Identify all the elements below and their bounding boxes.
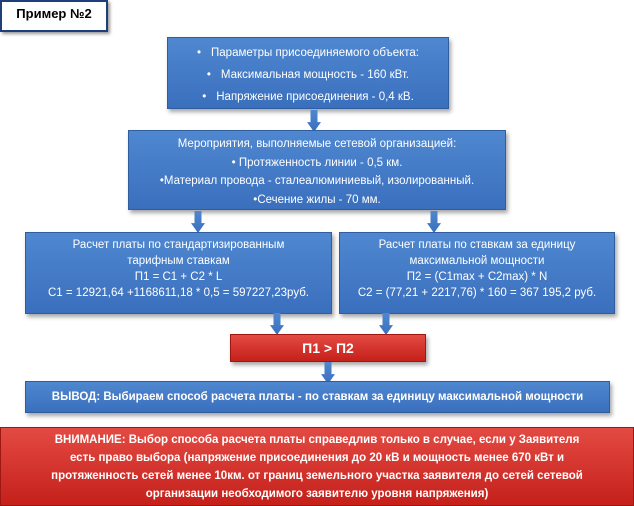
measures-heading: Мероприятия, выполняемые сетевой организацией: — [177, 138, 457, 150]
warning-line: организации необходимого заявителю уровня напряжения) — [145, 488, 489, 500]
warning-box — [0, 427, 634, 506]
params-item: • Максимальная мощность - 160 кВт. — [206, 69, 410, 81]
power-rate-calculation-box — [339, 232, 615, 314]
warning-line: ВНИМАНИЕ: Выбор способа расчета платы справедлив только в случае, если у Заявителя — [54, 434, 580, 446]
calc-power-line: Расчет платы по ставкам за единицу — [378, 239, 576, 251]
warning-line: протяженность сетей менее 10км. от границ земельного участка заявителя до сетей сетевой — [51, 470, 583, 482]
calc-standard-line: тарифным ставкам — [127, 255, 230, 267]
measures-item: •Материал провода - сталеалюминиевый, изолированный. — [159, 175, 475, 187]
calc-power-formula: П2 = (С1max + С2max) * N — [406, 271, 548, 283]
connection-parameters-box — [167, 37, 449, 109]
calc-standard-result: С1 = 12921,64 +1168611,18 * 0,5 = 597227,23руб. — [48, 287, 309, 299]
calc-power-line: максимальной мощности — [409, 255, 545, 267]
arrow-down-icon — [379, 313, 393, 335]
calc-standard-line: Расчет платы по стандартизированным — [72, 239, 285, 251]
standard-rate-calculation-box — [25, 232, 332, 314]
calc-power-result: С2 = (77,21 + 2217,76) * 160 = 367 195,2 руб. — [357, 287, 597, 299]
measures-item: •Сечение жилы - 70 мм. — [253, 193, 381, 206]
params-item: • Параметры присоединяемого объекта: — [196, 47, 419, 59]
conclusion-box: ВЫВОД: Выбираем способ расчета платы - по ставкам за единицу максимальной мощности — [25, 381, 610, 413]
example-title: Пример №2 — [0, 0, 108, 32]
arrow-down-icon — [307, 110, 321, 132]
arrow-down-icon — [427, 211, 441, 233]
comparison-box: П1 > П2 — [230, 334, 426, 362]
measures-item: • Протяженность линии - 0,5 км. — [231, 156, 403, 169]
warning-line: есть право выбора (напряжение присоединения до 20 кВ и мощность менее 670 кВт и — [69, 452, 565, 464]
network-measures-box — [128, 130, 506, 210]
arrow-down-icon — [191, 211, 205, 233]
params-item: • Напряжение присоединения - 0,4 кВ. — [202, 91, 414, 103]
calc-standard-formula: П1 = С1 + С2 * L — [134, 271, 223, 283]
arrow-down-icon — [270, 313, 284, 335]
